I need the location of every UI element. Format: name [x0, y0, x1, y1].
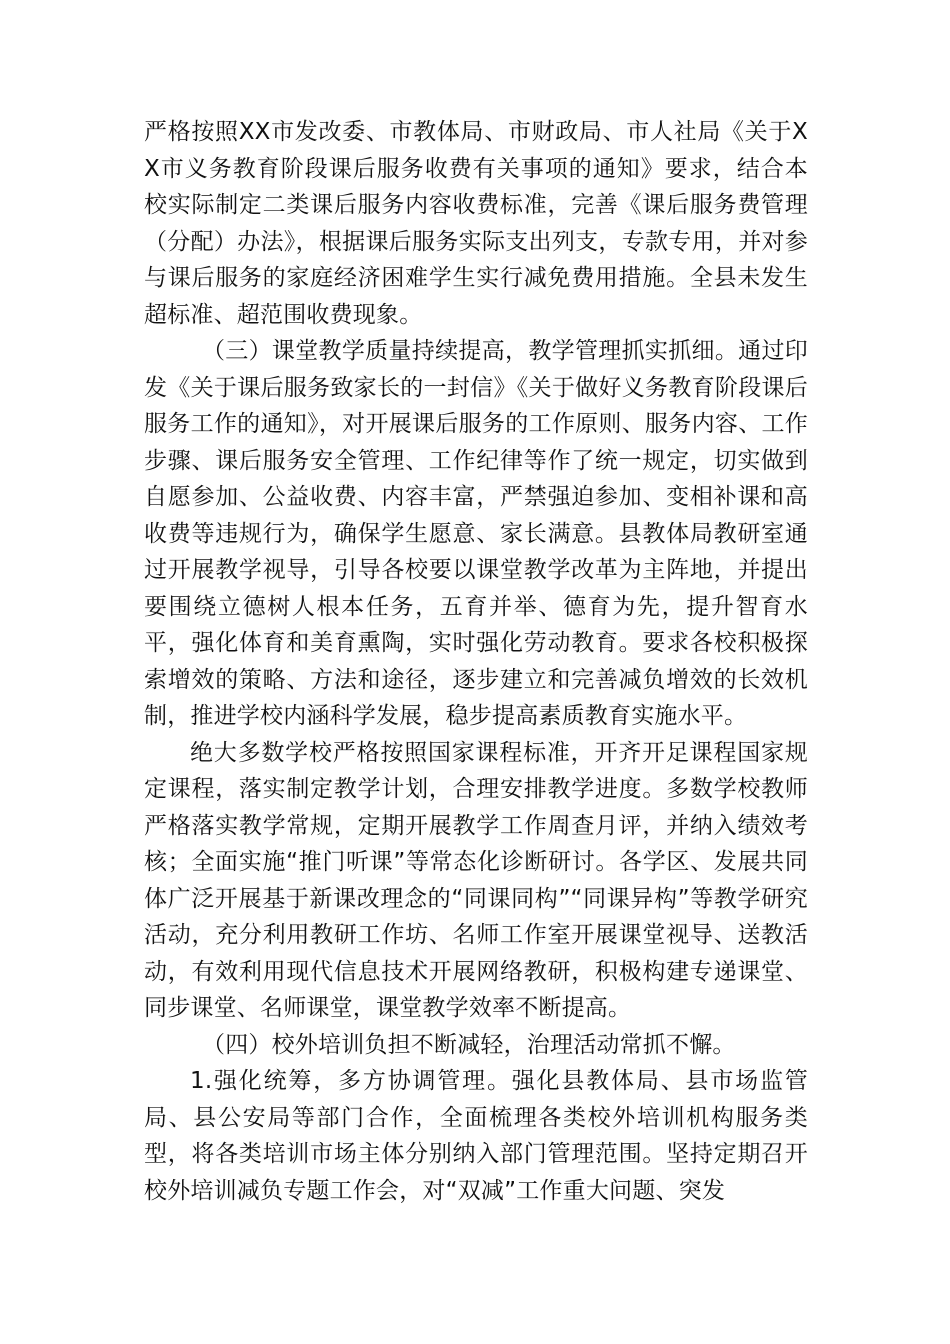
document-body	[144, 114, 808, 1209]
paragraph-fee-standards: 严格按照XX市发改委、市教体局、市财政局、市人社局《关于XX市义务教育阶段课后服务收费有关事项的通知》要求，结合本校实际制定二类课后服务内容收费标准，完善《课后服务费管理（分配）办法》，根据课后服务实际支出列支，专款专用，并对参与课后服务的家庭经济困难学生实行减免费用措施。全县未发生超标准、超范围收费现象。	[144, 119, 808, 328]
paragraph-section-three: （三）课堂教学质量持续提高，教学管理抓实抓细。通过印发《关于课后服务致家长的一封信》《关于做好义务教育阶段课后服务工作的通知》，对开展课后服务的工作原则、服务内容、工作步骤、课后服务安全管理、工作纪律等作了统一规定，切实做到自愿参加、公益收费、内容丰富，严禁强迫参加、变相补课和高收费等违规行为，确保学生愿意、家长满意。县教体局教研室通过开展教学视导，引导各校要以课堂教学改革为主阵地，并提出要围绕立德树人根本任务，五育并举、德育为先，提升智育水平，强化体育和美育熏陶，实时强化劳动教育。要求各校积极探索增效的策略、方法和途径，逐步建立和完善减负增效的长效机制，推进学校内涵科学发展，稳步提高素质教育实施水平。	[144, 338, 808, 729]
paragraph-coordination: 1.强化统筹，多方协调管理。强化县教体局、县市场监管局、县公安局等部门合作，全面梳理各类校外培训机构服务类型，将各类培训市场主体分别纳入部门管理范围。坚持定期召开校外培训减负专题工作会，对“双减”工作重大问题、突发	[144, 1068, 808, 1204]
paragraph-curriculum-standards: 绝大多数学校严格按照国家课程标准，开齐开足课程国家规定课程，落实制定教学计划，合理安排教学进度。多数学校教师严格落实教学常规，定期开展教学工作周查月评，并纳入绩效考核；全面实施“推门听课”等常态化诊断研讨。各学区、发展共同体广泛开展基于新课改理念的“同课同构”“同课异构”等教学研究活动，充分利用教研工作坊、名师工作室开展课堂视导、送教活动，有效利用现代信息技术开展网络教研，积极构建专递课堂、同步课堂、名师课堂，课堂教学效率不断提高。	[144, 739, 808, 1021]
section-heading-four: （四）校外培训负担不断减轻，治理活动常抓不懈。	[202, 1031, 736, 1058]
